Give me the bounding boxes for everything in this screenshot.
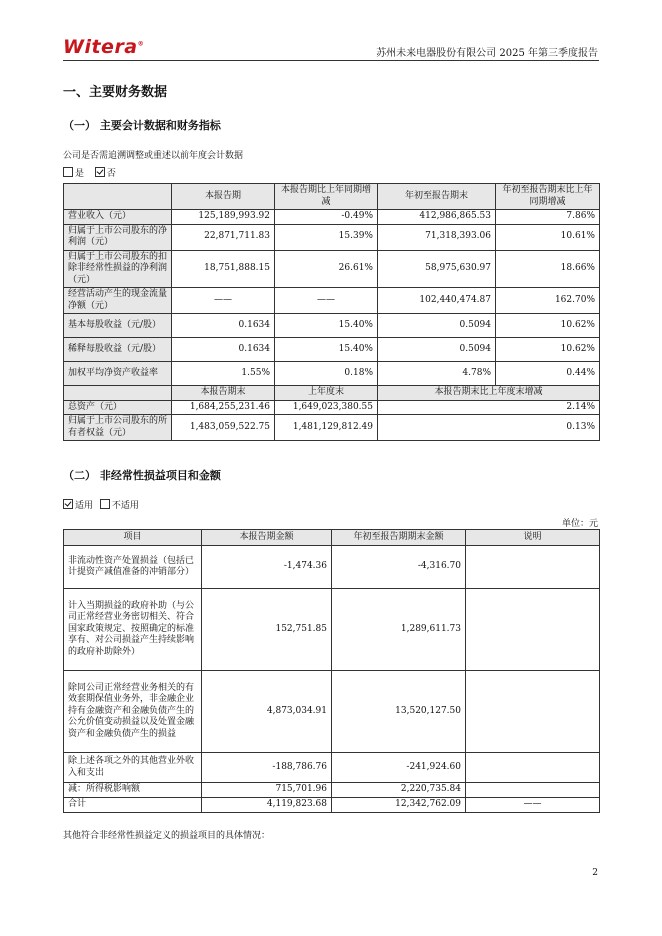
table-header-cell: 上年度末 <box>275 386 378 401</box>
table-header-cell: 项目 <box>64 530 202 546</box>
table-cell: 715,701.96 <box>202 783 332 798</box>
key-financial-data-table <box>63 183 600 441</box>
table-row <box>64 250 600 288</box>
table-cell: 412,986,865.53 <box>378 210 496 225</box>
table-cell: 102,440,474.87 <box>378 288 496 314</box>
table-row <box>64 783 600 798</box>
report-title: 苏州未来电器股份有限公司 2025 年第三季度报告 <box>376 48 598 59</box>
table-row <box>64 753 600 783</box>
header-divider <box>63 60 599 61</box>
table-cell: 0.5094 <box>378 314 496 338</box>
table-row <box>64 400 600 415</box>
table-cell: 4,119,823.68 <box>202 797 332 812</box>
checkbox-checked-icon <box>95 167 105 177</box>
option-applicable[interactable]: 适用 <box>63 501 93 511</box>
row-label: 营业收入（元） <box>64 210 172 225</box>
table-header-cell <box>64 184 172 210</box>
row-label: 归属于上市公司股东的所有者权益（元） <box>64 415 172 441</box>
row-label: 归属于上市公司股东的净利润（元） <box>64 224 172 250</box>
table-cell <box>466 783 600 798</box>
table-cell: 13,520,127.50 <box>332 671 466 753</box>
table-cell: 7.86% <box>496 210 600 225</box>
table-cell: 4.78% <box>378 362 496 386</box>
table-header-cell: 本报告期比上年同期增减 <box>275 184 378 210</box>
table-cell: 2.14% <box>378 400 600 415</box>
table-cell: 1,289,611.73 <box>332 589 466 671</box>
table-cell: 152,751.85 <box>202 589 332 671</box>
table-cell: 15.39% <box>275 224 378 250</box>
row-label: 非流动性资产处置损益（包括已计提资产减值准备的冲销部分） <box>64 546 202 589</box>
table-cell: 10.61% <box>496 224 600 250</box>
restatement-options <box>63 166 124 179</box>
table-cell: 0.1634 <box>172 314 275 338</box>
table-cell: 18,751,888.15 <box>172 250 275 288</box>
table-cell: -241,924.60 <box>332 753 466 783</box>
table-cell: 1,649,023,380.55 <box>275 400 378 415</box>
row-label: 基本每股收益（元/股） <box>64 314 172 338</box>
option-yes[interactable]: 是 <box>63 169 84 179</box>
subsection-title-2: （二） 非经常性损益项目和金额 <box>63 469 221 482</box>
table-cell: 10.62% <box>496 338 600 362</box>
table-cell: 0.13% <box>378 415 600 441</box>
company-logo: Witera® <box>63 36 145 58</box>
table-header-cell: 年初至报告期末 <box>378 184 496 210</box>
table-row <box>64 797 600 812</box>
row-label: 计入当期损益的政府补助（与公司正常经营业务密切相关、符合国家政策规定、按照确定的标准享有、对公司损益产生持续影响的政府补助除外） <box>64 589 202 671</box>
table-cell: 1,481,129,812.49 <box>275 415 378 441</box>
applicability-options <box>63 498 147 511</box>
row-label: 归属于上市公司股东的扣除非经常性损益的净利润（元） <box>64 250 172 288</box>
table-header-cell: 本报告期末 <box>172 386 275 401</box>
table-header-cell: 说明 <box>466 530 600 546</box>
table-cell: 22,871,711.83 <box>172 224 275 250</box>
checkbox-checked-icon <box>63 499 73 509</box>
table-row <box>64 362 600 386</box>
row-label: 稀释每股收益（元/股） <box>64 338 172 362</box>
table-cell: -188,786.76 <box>202 753 332 783</box>
table-cell: 10.62% <box>496 314 600 338</box>
option-no[interactable]: 否 <box>95 169 116 179</box>
table-cell <box>466 589 600 671</box>
table-cell: 162.70% <box>496 288 600 314</box>
table-cell <box>466 753 600 783</box>
table-cell: 71,318,393.06 <box>378 224 496 250</box>
table-row <box>64 415 600 441</box>
table-cell <box>466 671 600 753</box>
table-cell: 12,342,762.09 <box>332 797 466 812</box>
table-subheader-row <box>64 386 600 401</box>
table-row <box>64 224 600 250</box>
restatement-question: 公司是否需追溯调整或重述以前年度会计数据 <box>63 151 244 161</box>
table-row <box>64 210 600 225</box>
table-cell: -1,474.36 <box>202 546 332 589</box>
table-cell: 58,975,630.97 <box>378 250 496 288</box>
unit-label: 单位：元 <box>561 519 598 529</box>
option-not-applicable[interactable]: 不适用 <box>100 501 139 511</box>
table-cell: 0.1634 <box>172 338 275 362</box>
table-row <box>64 288 600 314</box>
table-cell: 1.55% <box>172 362 275 386</box>
row-label: 除同公司正常经营业务相关的有效套期保值业务外，非金融企业持有金融资产和金融负债产生的公允价值变动损益以及处置金融资产和金融负债产生的损益 <box>64 671 202 753</box>
non-recurring-items-table <box>63 529 600 813</box>
row-label: 合计 <box>64 797 202 812</box>
table-header-cell <box>64 386 172 401</box>
section-title: 一、主要财务数据 <box>63 85 168 100</box>
table-cell: -0.49% <box>275 210 378 225</box>
table-row <box>64 314 600 338</box>
table-header-cell: 本报告期 <box>172 184 275 210</box>
table-cell: 4,873,034.91 <box>202 671 332 753</box>
table-cell: 15.40% <box>275 338 378 362</box>
footer-note: 其他符合非经常性损益定义的损益项目的具体情况： <box>63 831 271 841</box>
subsection-title-1: （一） 主要会计数据和财务指标 <box>63 119 221 132</box>
table-header-cell: 年初至报告期期末金额 <box>332 530 466 546</box>
table-header-cell: 本报告期金额 <box>202 530 332 546</box>
table-header-cell: 本报告期末比上年度末增减 <box>378 386 600 401</box>
table-cell: —— <box>275 288 378 314</box>
row-label: 总资产（元） <box>64 400 172 415</box>
page-number: 2 <box>592 868 598 878</box>
row-label: 除上述各项之外的其他营业外收入和支出 <box>64 753 202 783</box>
table-cell: 15.40% <box>275 314 378 338</box>
table-cell: —— <box>172 288 275 314</box>
table-row <box>64 338 600 362</box>
table-cell: 125,189,993.92 <box>172 210 275 225</box>
table-cell: 2,220,735.84 <box>332 783 466 798</box>
table-cell: 0.44% <box>496 362 600 386</box>
table-cell: 1,483,059,522.75 <box>172 415 275 441</box>
table-header-cell: 年初至报告期末比上年同期增减 <box>496 184 600 210</box>
table-cell: -4,316.70 <box>332 546 466 589</box>
row-label: 加权平均净资产收益率 <box>64 362 172 386</box>
checkbox-icon <box>63 167 73 177</box>
table-row <box>64 546 600 589</box>
checkbox-icon <box>100 499 110 509</box>
table-cell: 26.61% <box>275 250 378 288</box>
table-cell: 0.5094 <box>378 338 496 362</box>
table-cell: —— <box>466 797 600 812</box>
table-row <box>64 671 600 753</box>
table-cell <box>466 546 600 589</box>
row-label: 减：所得税影响额 <box>64 783 202 798</box>
table-cell: 18.66% <box>496 250 600 288</box>
table-cell: 1,684,255,231.46 <box>172 400 275 415</box>
table-cell: 0.18% <box>275 362 378 386</box>
row-label: 经营活动产生的现金流量净额（元） <box>64 288 172 314</box>
table-row <box>64 589 600 671</box>
